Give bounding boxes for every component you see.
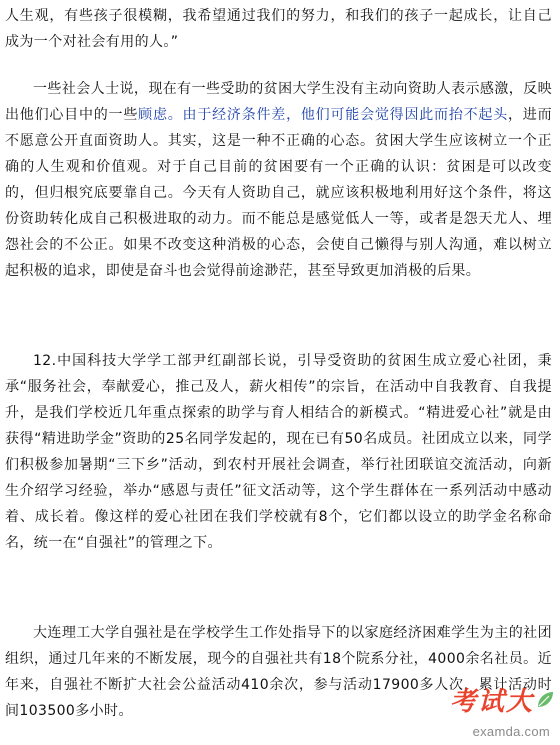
leaf-logo-icon <box>534 689 556 711</box>
paragraph-2-text-a: 一些社会人士说，现在有一些受助的贫困大学生没有主动向资助人表示感激，反映出他们心目中的一些 <box>5 81 552 123</box>
paragraph-2-highlight: 顾虑。由于经济条件差，他们可能会觉得因此而抬不起头 <box>138 107 509 123</box>
site-watermark <box>416 681 556 743</box>
watermark-url: examda.com <box>472 724 550 739</box>
paragraph-3 <box>5 348 552 556</box>
paragraph-4-text: 大连理工大学自强社是在学校学生工作处指导下的以家庭经济困难学生为主的社团组织，通过几年来的不断发展，现今的自强社共有18个院系分社，4000余名社员。近年来，自强社不断扩大社会公益活动410余次，参与活动17900多人次，累计活动时间103500多小时。 <box>5 625 552 719</box>
paragraph-1 <box>5 3 552 55</box>
paragraph-1-text: 人生观，有些孩子很模糊，我希望通过我们的努力，和我们的孩子一起成长，让自己成为一个对社会有用的人。” <box>5 8 552 50</box>
paragraph-2-text-b: ，进而不愿意公开直面资助人。其实，这是一种不正确的心态。贫困大学生应该树立一个正确的人生观和价值观。对于自己目前的贫困要有一个正确的认识：贫困是可以改变的，但归根究底要靠自己。今天有人资助自己，就应该积极地利用好这个条件，将这份资助转化成自己积极进取的动力。而不能总是感觉低人一等，或者是怨天尤人、埋怨社会的不公正。如果不改变这种消极的心态，会使自己懒得与别人沟通，难以树立起积极的追求，即使是奋斗也会觉得前途渺茫，甚至导致更加消极的后果。 <box>5 107 553 279</box>
watermark-title: 考试大 <box>449 687 534 717</box>
paragraph-2 <box>5 76 552 284</box>
paragraph-3-text: 12.中国科技大学学工部尹红副部长说，引导受资助的贫困生成立爱心社团，秉承“服务社会，奉献爱心，推己及人，薪火相传”的宗旨，在活动中自我教育、自我提升，是我们学校近几年重点探索的助学与育人相结合的新模式。“精进爱心社”就是由获得“精进助学金”资助的25名同学发起的，现在已有50名成员。社团成立以来，同学们积极参加暑期“三下乡”活动，到农村开展社会调查，举行社团联谊交流活动，向新生介绍学习经验，举办“感恩与责任”征文活动等，这个学生群体在一系列活动中感动着、成长着。像这样的爱心社团在我们学校就有8个，它们都以设立的助学金名称命名，统一在“自强社”的管理之下。 <box>5 353 552 551</box>
